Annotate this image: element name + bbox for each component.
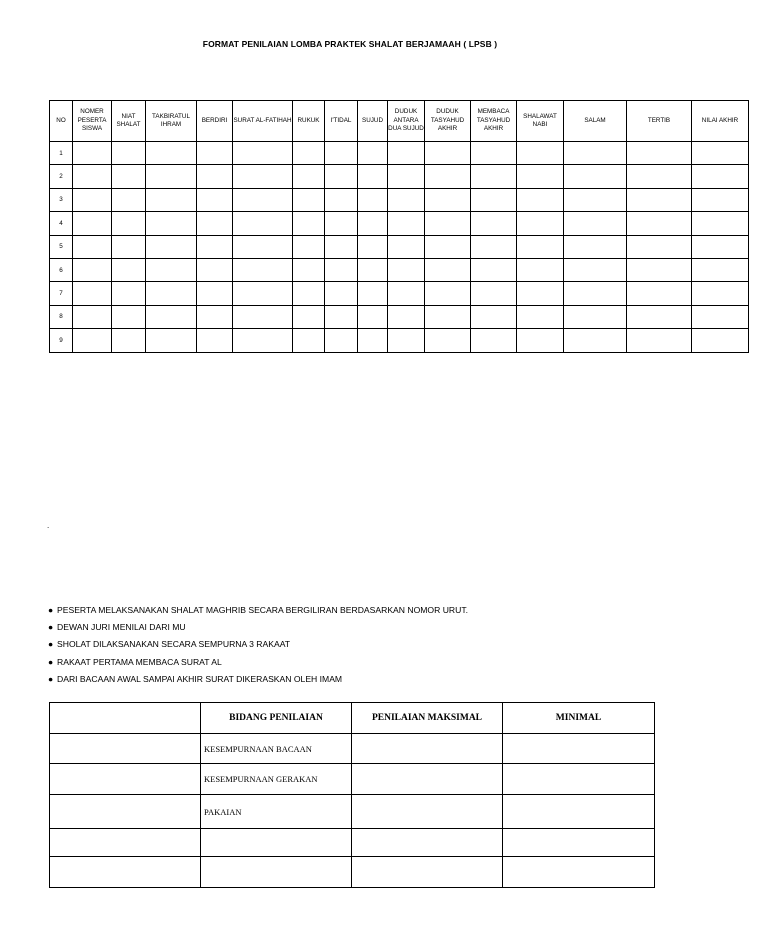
score-cell (388, 142, 425, 165)
criteria-label-cell: PAKAIAN (201, 795, 352, 829)
score-cell (517, 282, 564, 305)
criteria-cell (50, 734, 201, 764)
table-row (50, 305, 749, 328)
score-cell (233, 142, 293, 165)
note-text: DEWAN JURI MENILAI DARI MU (57, 622, 186, 633)
score-cell (388, 235, 425, 258)
note-text: RAKAAT PERTAMA MEMBACA SURAT AL (57, 656, 222, 667)
score-cell (146, 235, 197, 258)
score-cell (112, 329, 146, 352)
row-number: 9 (50, 329, 73, 352)
score-cell (112, 165, 146, 188)
row-number: 3 (50, 188, 73, 211)
score-column-header: SALAM (564, 101, 627, 142)
score-cell (471, 258, 517, 281)
score-cell (425, 142, 471, 165)
score-column-header: NOMER PESERTA SISWA (73, 101, 112, 142)
score-cell (146, 188, 197, 211)
list-item (48, 638, 468, 655)
criteria-cell (503, 857, 655, 888)
criteria-cell (503, 795, 655, 829)
score-cell (388, 165, 425, 188)
criteria-table-header-row (50, 703, 655, 734)
score-cell (358, 329, 388, 352)
score-cell (471, 235, 517, 258)
score-cell (112, 188, 146, 211)
score-column-header: MEMBACA TASYAHUD AKHIR (471, 101, 517, 142)
score-cell (146, 329, 197, 352)
score-cell (73, 235, 112, 258)
table-row (50, 764, 655, 795)
score-cell (293, 188, 325, 211)
score-column-header: NIAT SHALAT (112, 101, 146, 142)
row-number: 4 (50, 212, 73, 235)
score-column-header: RUKUK (293, 101, 325, 142)
score-cell (388, 282, 425, 305)
table-row (50, 857, 655, 888)
score-column-header: I'TIDAL (325, 101, 358, 142)
score-column-header: DUDUK ANTARA DUA SUJUD (388, 101, 425, 142)
score-column-header: DUDUK TASYAHUD AKHIR (425, 101, 471, 142)
criteria-label-cell: KESEMPURNAAN GERAKAN (201, 764, 352, 795)
score-cell (692, 282, 749, 305)
score-cell (692, 188, 749, 211)
score-cell (692, 212, 749, 235)
criteria-label-cell (201, 857, 352, 888)
score-cell (325, 165, 358, 188)
criteria-label-cell: KESEMPURNAAN BACAAN (201, 734, 352, 764)
score-cell (564, 188, 627, 211)
criteria-cell (352, 795, 503, 829)
note-text: PESERTA MELAKSANAKAN SHALAT MAGHRIB SECARA BERGILIRAN BERDASARKAN NOMOR URUT. (57, 605, 469, 615)
score-cell (388, 305, 425, 328)
table-row (50, 142, 749, 165)
score-cell (388, 188, 425, 211)
score-cell (425, 212, 471, 235)
row-number: 7 (50, 282, 73, 305)
score-cell (627, 188, 692, 211)
score-cell (358, 188, 388, 211)
score-cell (146, 165, 197, 188)
score-column-header: TERTIB (627, 101, 692, 142)
score-cell (471, 282, 517, 305)
criteria-cell (352, 764, 503, 795)
score-cell (471, 142, 517, 165)
score-cell (388, 212, 425, 235)
table-row (50, 212, 749, 235)
score-cell (197, 212, 233, 235)
score-cell (517, 142, 564, 165)
score-cell (325, 142, 358, 165)
score-cell (358, 235, 388, 258)
score-cell (146, 305, 197, 328)
score-cell (564, 282, 627, 305)
score-column-header: SHALAWAT NABI (517, 101, 564, 142)
row-number: 2 (50, 165, 73, 188)
score-table (49, 100, 749, 353)
score-cell (425, 235, 471, 258)
row-number: 6 (50, 258, 73, 281)
score-cell (73, 329, 112, 352)
score-cell (146, 212, 197, 235)
score-cell (197, 258, 233, 281)
score-column-header: TAKBIRATUL IHRAM (146, 101, 197, 142)
list-item (48, 621, 468, 638)
score-cell (325, 235, 358, 258)
score-column-header: BERDIRI (197, 101, 233, 142)
note-text: DARI BACAAN AWAL SAMPAI AKHIR SURAT DIKERASKAN OLEH IMAM (57, 673, 343, 684)
stray-mark: . (47, 521, 50, 530)
row-number: 1 (50, 142, 73, 165)
criteria-cell (352, 857, 503, 888)
list-item (48, 656, 468, 673)
criteria-cell (50, 764, 201, 795)
score-cell (233, 282, 293, 305)
list-item (48, 604, 468, 621)
score-cell (112, 235, 146, 258)
score-cell (233, 212, 293, 235)
criteria-cell (50, 857, 201, 888)
score-cell (425, 282, 471, 305)
score-cell (425, 305, 471, 328)
score-cell (293, 329, 325, 352)
row-number: 5 (50, 235, 73, 258)
score-cell (197, 188, 233, 211)
score-cell (517, 235, 564, 258)
criteria-label-cell (201, 829, 352, 857)
criteria-table-body (50, 734, 655, 888)
score-cell (692, 305, 749, 328)
row-number: 8 (50, 305, 73, 328)
notes-list (48, 604, 468, 690)
score-cell (358, 258, 388, 281)
score-cell (197, 282, 233, 305)
score-cell (358, 165, 388, 188)
score-cell (325, 282, 358, 305)
score-cell (627, 212, 692, 235)
table-row (50, 165, 749, 188)
score-cell (358, 282, 388, 305)
score-cell (197, 165, 233, 188)
score-cell (425, 165, 471, 188)
score-cell (627, 165, 692, 188)
criteria-cell (50, 795, 201, 829)
criteria-column-header: PENILAIAN MAKSIMAL (352, 703, 503, 734)
score-cell (425, 258, 471, 281)
score-cell (517, 165, 564, 188)
score-cell (471, 212, 517, 235)
score-cell (471, 305, 517, 328)
score-cell (73, 282, 112, 305)
score-cell (112, 142, 146, 165)
score-cell (325, 305, 358, 328)
score-cell (358, 212, 388, 235)
score-cell (233, 305, 293, 328)
bullet-icon: ● (48, 639, 54, 650)
score-cell (564, 212, 627, 235)
score-cell (692, 235, 749, 258)
bullet-icon: ● (48, 622, 54, 633)
score-cell (233, 258, 293, 281)
score-cell (73, 188, 112, 211)
score-cell (197, 329, 233, 352)
score-cell (425, 329, 471, 352)
score-cell (112, 305, 146, 328)
table-row (50, 188, 749, 211)
table-row (50, 235, 749, 258)
score-cell (358, 305, 388, 328)
list-item (48, 673, 468, 690)
score-table-body (50, 142, 749, 353)
score-cell (233, 165, 293, 188)
score-cell (388, 258, 425, 281)
score-cell (627, 258, 692, 281)
criteria-cell (503, 764, 655, 795)
score-cell (692, 329, 749, 352)
score-cell (564, 142, 627, 165)
score-cell (425, 188, 471, 211)
score-cell (692, 165, 749, 188)
score-cell (564, 305, 627, 328)
score-column-header: SUJUD (358, 101, 388, 142)
score-cell (325, 212, 358, 235)
score-cell (233, 188, 293, 211)
score-cell (73, 305, 112, 328)
table-row (50, 829, 655, 857)
criteria-cell (503, 829, 655, 857)
score-cell (197, 235, 233, 258)
score-cell (293, 212, 325, 235)
score-column-header: NO (50, 101, 73, 142)
score-cell (325, 188, 358, 211)
score-cell (471, 329, 517, 352)
criteria-cell (352, 829, 503, 857)
criteria-table (49, 702, 655, 888)
score-cell (112, 258, 146, 281)
score-cell (293, 305, 325, 328)
criteria-column-header: MINIMAL (503, 703, 655, 734)
score-cell (517, 329, 564, 352)
score-cell (564, 329, 627, 352)
score-cell (517, 188, 564, 211)
score-cell (293, 258, 325, 281)
table-row (50, 282, 749, 305)
bullet-icon: ● (48, 656, 54, 667)
table-row (50, 734, 655, 764)
score-cell (325, 329, 358, 352)
criteria-cell (503, 734, 655, 764)
score-cell (325, 258, 358, 281)
score-cell (517, 305, 564, 328)
score-cell (358, 142, 388, 165)
bullet-icon: ● (48, 673, 54, 684)
criteria-cell (352, 734, 503, 764)
note-text: SHOLAT DILAKSANAKAN SECARA SEMPURNA 3 RAKAAT (57, 639, 291, 650)
score-column-header: SURAT AL-FATIHAH (233, 101, 293, 142)
score-cell (471, 188, 517, 211)
score-cell (627, 305, 692, 328)
score-cell (517, 212, 564, 235)
score-cell (517, 258, 564, 281)
score-cell (564, 165, 627, 188)
criteria-cell (50, 829, 201, 857)
score-cell (627, 142, 692, 165)
score-cell (293, 142, 325, 165)
score-cell (564, 258, 627, 281)
score-cell (112, 282, 146, 305)
score-cell (233, 329, 293, 352)
score-cell (627, 235, 692, 258)
score-cell (73, 165, 112, 188)
score-cell (627, 282, 692, 305)
score-cell (112, 212, 146, 235)
score-cell (293, 165, 325, 188)
score-cell (73, 212, 112, 235)
score-column-header: NILAI AKHIR (692, 101, 749, 142)
table-row (50, 795, 655, 829)
score-cell (197, 142, 233, 165)
score-cell (471, 165, 517, 188)
criteria-column-header: BIDANG PENILAIAN (201, 703, 352, 734)
bullet-icon: ● (48, 605, 54, 615)
score-cell (293, 235, 325, 258)
criteria-column-header (50, 703, 201, 734)
score-cell (564, 235, 627, 258)
score-cell (627, 329, 692, 352)
score-cell (692, 142, 749, 165)
score-table-header-row (50, 101, 749, 142)
document-title: FORMAT PENILAIAN LOMBA PRAKTEK SHALAT BERJAMAAH ( LPSB ) (202, 39, 498, 49)
score-cell (73, 142, 112, 165)
score-cell (692, 258, 749, 281)
score-cell (293, 282, 325, 305)
score-cell (146, 258, 197, 281)
score-cell (388, 329, 425, 352)
score-cell (233, 235, 293, 258)
score-cell (197, 305, 233, 328)
score-cell (73, 258, 112, 281)
score-cell (146, 142, 197, 165)
score-cell (146, 282, 197, 305)
table-row (50, 258, 749, 281)
table-row (50, 329, 749, 352)
